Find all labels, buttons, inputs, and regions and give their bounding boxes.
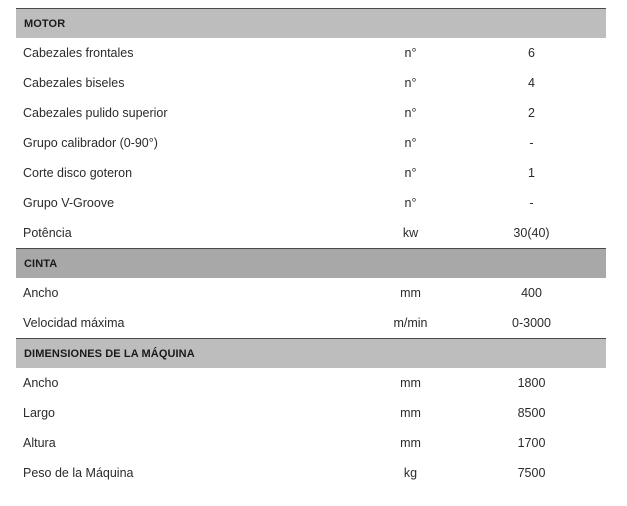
row-unit: n° (404, 196, 417, 210)
table-row (16, 308, 606, 338)
section-header-dimensiones: DIMENSIONES DE LA MÁQUINA (16, 338, 606, 368)
row-unit: mm (400, 286, 421, 300)
table-row (16, 188, 606, 218)
table-row (16, 428, 606, 458)
row-label: Peso de la Máquina (23, 466, 134, 480)
row-unit: n° (404, 46, 417, 60)
row-unit: m/min (393, 316, 428, 330)
spec-table (16, 8, 606, 488)
table-row (16, 398, 606, 428)
row-value: 8500 (517, 406, 546, 420)
row-unit: kw (402, 226, 419, 240)
table-row (16, 278, 606, 308)
row-value: 7500 (517, 466, 546, 480)
row-unit: kg (403, 466, 418, 480)
table-row (16, 158, 606, 188)
table-row (16, 218, 606, 248)
row-value: 30(40) (513, 226, 550, 240)
row-value: 0-3000 (512, 316, 551, 330)
row-value: 6 (528, 46, 535, 60)
section-header-motor: MOTOR (16, 8, 606, 38)
table-row (16, 98, 606, 128)
table-row (16, 458, 606, 488)
row-unit: n° (404, 136, 417, 150)
row-label: Grupo V-Groove (23, 196, 115, 210)
row-unit: mm (400, 376, 421, 390)
row-value: 1 (528, 166, 535, 180)
row-value: 1700 (517, 436, 546, 450)
table-row (16, 128, 606, 158)
row-value: - (529, 196, 534, 210)
row-value: 400 (521, 286, 542, 300)
row-value: 1800 (517, 376, 546, 390)
row-label: Potência (23, 226, 72, 240)
row-label: Altura (23, 436, 56, 450)
row-value: - (529, 136, 534, 150)
row-label: Cabezales frontales (23, 46, 134, 60)
row-label: Corte disco goteron (23, 166, 133, 180)
row-unit: mm (400, 436, 421, 450)
row-unit: n° (404, 166, 417, 180)
row-unit: mm (400, 406, 421, 420)
row-label: Grupo calibrador (0-90°) (23, 136, 158, 150)
row-unit: n° (404, 76, 417, 90)
row-value: 4 (528, 76, 535, 90)
table-row (16, 68, 606, 98)
row-label: Cabezales biseles (23, 76, 125, 90)
section-header-cinta: CINTA (16, 248, 606, 278)
row-label: Largo (23, 406, 55, 420)
row-label: Ancho (23, 376, 59, 390)
row-label: Ancho (23, 286, 59, 300)
table-row (16, 368, 606, 398)
row-label: Velocidad máxima (23, 316, 125, 330)
row-unit: n° (404, 106, 417, 120)
table-row (16, 38, 606, 68)
row-value: 2 (528, 106, 535, 120)
row-label: Cabezales pulido superior (23, 106, 168, 120)
